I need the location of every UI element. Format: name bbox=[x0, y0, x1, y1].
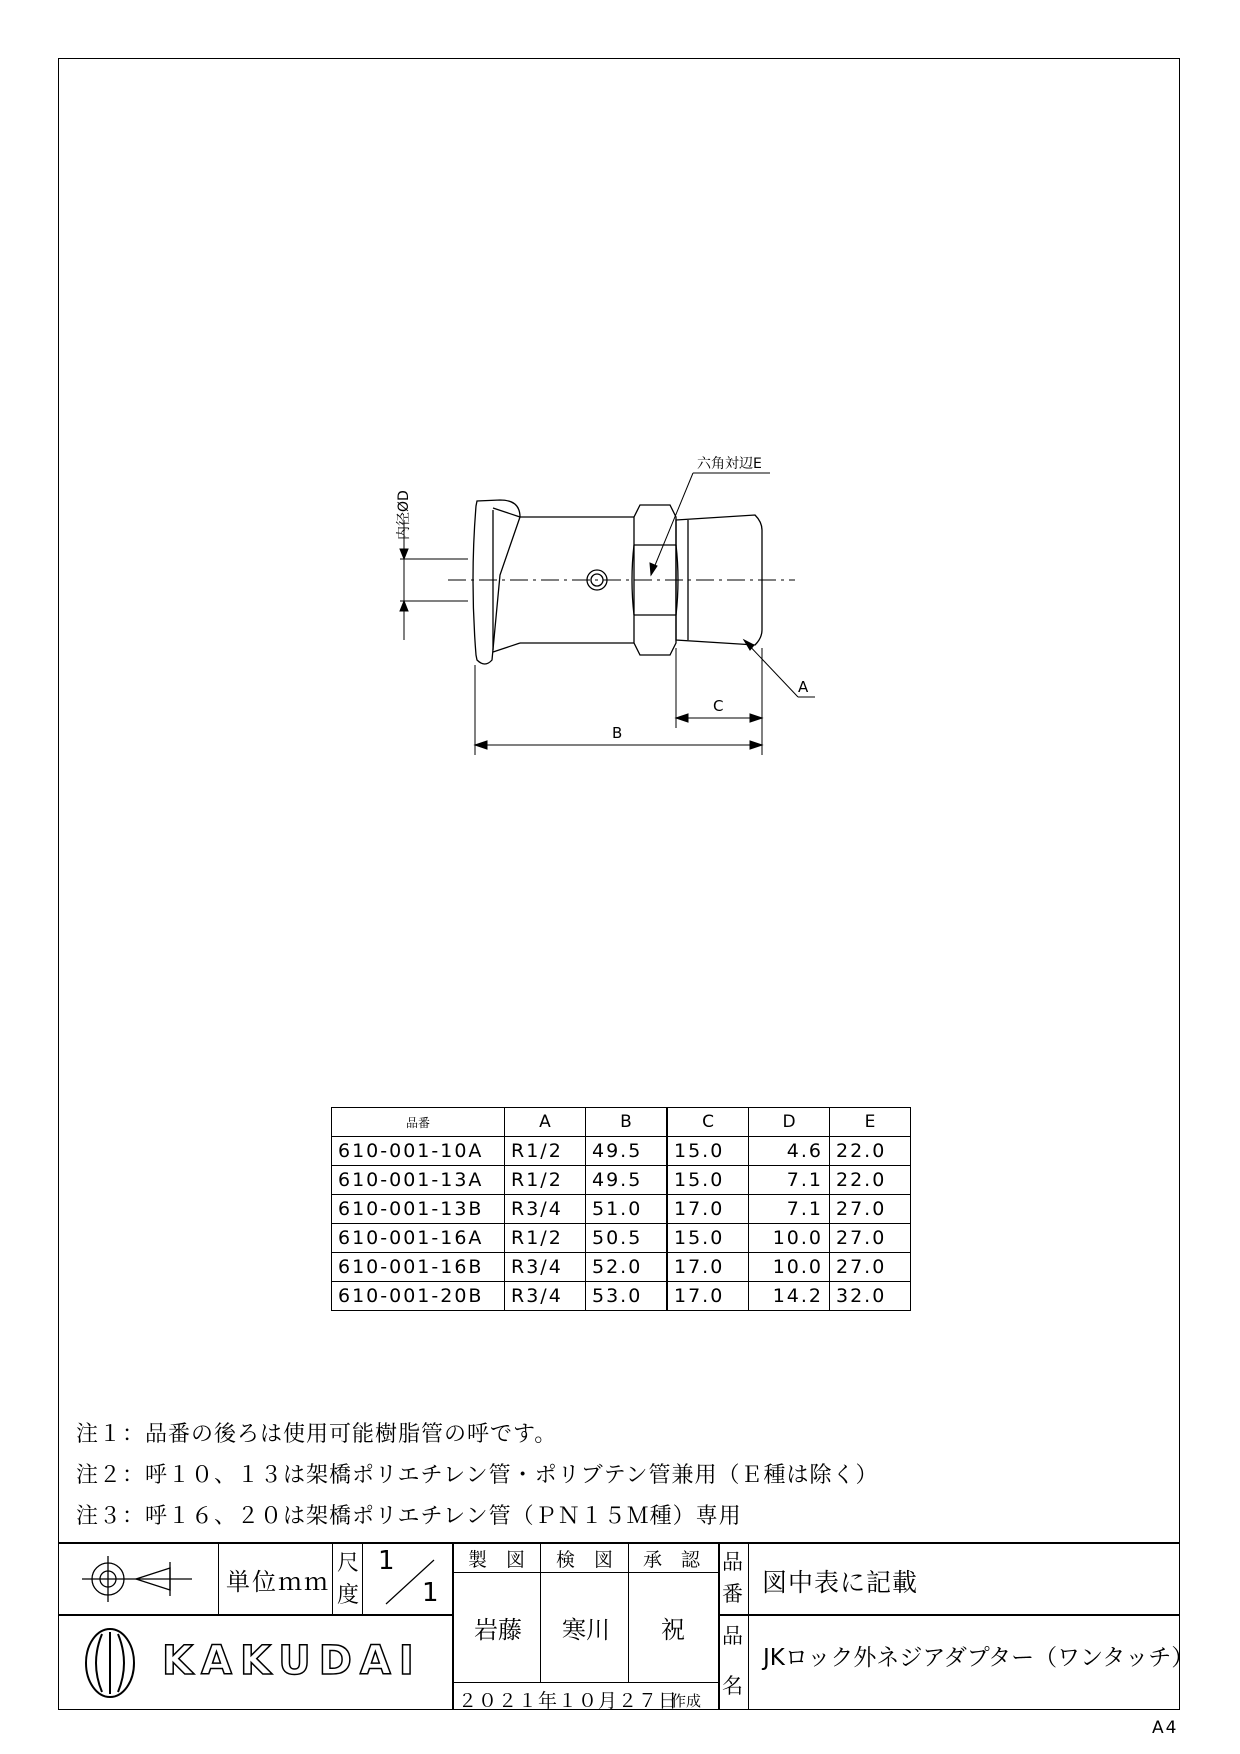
unit-label: 単位ｍｍ bbox=[226, 1568, 330, 1596]
checked-label: 検 図 bbox=[556, 1549, 614, 1571]
cell-b: 49.5 bbox=[586, 1137, 668, 1166]
table-header-row bbox=[332, 1108, 911, 1137]
cell-c: 15.0 bbox=[667, 1137, 749, 1166]
drawing-date-suffix: 作成 bbox=[671, 1692, 702, 1710]
thread-label: A bbox=[798, 678, 809, 696]
dim-b-label: B bbox=[612, 724, 623, 742]
note-1: 注１：品番の後ろは使用可能樹脂管の呼です。 bbox=[76, 1422, 558, 1447]
cell-part-no: 610-001-16A bbox=[332, 1224, 505, 1253]
approved-by-name: 祝 bbox=[661, 1616, 685, 1644]
cell-b: 51.0 bbox=[586, 1195, 668, 1224]
col-header-c: C bbox=[667, 1108, 749, 1137]
part-name-label-bottom: 名 bbox=[722, 1674, 743, 1698]
cell-a: R1/2 bbox=[505, 1166, 586, 1195]
note-3: 注３：呼１６、２０は架橋ポリエチレン管（ＰＮ１５Ｍ種）専用 bbox=[76, 1504, 742, 1529]
col-header-d: D bbox=[749, 1108, 830, 1137]
kakudai-logo-icon bbox=[82, 1624, 138, 1702]
cell-part-no: 610-001-13B bbox=[332, 1195, 505, 1224]
table-row bbox=[332, 1166, 911, 1195]
cell-part-no: 610-001-10A bbox=[332, 1137, 505, 1166]
cell-e: 22.0 bbox=[830, 1137, 911, 1166]
cell-a: R3/4 bbox=[505, 1195, 586, 1224]
made-by-name: 岩藤 bbox=[474, 1616, 522, 1644]
cell-a: R3/4 bbox=[505, 1253, 586, 1282]
dimension-table bbox=[331, 1107, 911, 1311]
cell-e: 22.0 bbox=[830, 1166, 911, 1195]
table-row bbox=[332, 1282, 911, 1311]
cell-e: 27.0 bbox=[830, 1224, 911, 1253]
cell-a: R3/4 bbox=[505, 1282, 586, 1311]
cell-c: 15.0 bbox=[667, 1224, 749, 1253]
table-row bbox=[332, 1224, 911, 1253]
cell-d: 10.0 bbox=[749, 1253, 830, 1282]
cell-c: 17.0 bbox=[667, 1282, 749, 1311]
col-header-e: E bbox=[830, 1108, 911, 1137]
cell-d: 7.1 bbox=[749, 1195, 830, 1224]
table-row bbox=[332, 1253, 911, 1282]
cell-b: 53.0 bbox=[586, 1282, 668, 1311]
cell-part-no: 610-001-16B bbox=[332, 1253, 505, 1282]
part-no-label-bottom: 番 bbox=[722, 1582, 743, 1606]
cell-c: 17.0 bbox=[667, 1195, 749, 1224]
cell-part-no: 610-001-13A bbox=[332, 1166, 505, 1195]
hex-label: 六角対辺E bbox=[697, 456, 762, 472]
part-no-value: 図中表に記載 bbox=[762, 1568, 919, 1597]
cell-b: 50.5 bbox=[586, 1224, 668, 1253]
approved-label: 承 認 bbox=[643, 1549, 701, 1571]
cell-c: 15.0 bbox=[667, 1166, 749, 1195]
cell-c: 17.0 bbox=[667, 1253, 749, 1282]
col-header-part-no: 品番 bbox=[332, 1108, 505, 1137]
cell-d: 7.1 bbox=[749, 1166, 830, 1195]
bore-label: 内径ØD bbox=[396, 490, 412, 540]
cell-part-no: 610-001-20B bbox=[332, 1282, 505, 1311]
part-name-label-top: 品 bbox=[722, 1624, 743, 1648]
cell-a: R1/2 bbox=[505, 1224, 586, 1253]
sheet-size-label: A4 bbox=[1152, 1718, 1179, 1738]
title-block bbox=[58, 1542, 1195, 1712]
cell-e: 32.0 bbox=[830, 1282, 911, 1311]
scale-label-bottom: 度 bbox=[337, 1583, 360, 1608]
drawing-date: ２０２１年１０月２７日 bbox=[458, 1690, 679, 1712]
cell-d: 14.2 bbox=[749, 1282, 830, 1311]
cell-d: 4.6 bbox=[749, 1137, 830, 1166]
table-row bbox=[332, 1195, 911, 1224]
cell-e: 27.0 bbox=[830, 1195, 911, 1224]
projection-symbol-icon bbox=[78, 1554, 196, 1604]
note-2: 注２：呼１０、１３は架橋ポリエチレン管・ポリブテン管兼用（Ｅ種は除く） bbox=[76, 1463, 879, 1488]
cell-b: 52.0 bbox=[586, 1253, 668, 1282]
scale-numerator: 1 bbox=[378, 1546, 395, 1576]
cell-e: 27.0 bbox=[830, 1253, 911, 1282]
cell-b: 49.5 bbox=[586, 1166, 668, 1195]
part-no-label-top: 品 bbox=[722, 1550, 743, 1574]
dim-c-label: C bbox=[713, 697, 724, 715]
cell-d: 10.0 bbox=[749, 1224, 830, 1253]
col-header-a: A bbox=[505, 1108, 586, 1137]
checked-by-name: 寒川 bbox=[562, 1616, 610, 1644]
company-name: KAKUDAI bbox=[162, 1638, 422, 1684]
scale-label-top: 尺 bbox=[337, 1551, 360, 1576]
col-header-b: B bbox=[586, 1108, 668, 1137]
scale-denominator: 1 bbox=[422, 1578, 439, 1608]
cell-a: R1/2 bbox=[505, 1137, 586, 1166]
table-row bbox=[332, 1137, 911, 1166]
part-name-value: JKロック外ネジアダプター（ワンタッチ） bbox=[763, 1645, 1195, 1671]
flange-outline bbox=[473, 500, 520, 664]
made-by-label: 製 図 bbox=[468, 1549, 526, 1571]
